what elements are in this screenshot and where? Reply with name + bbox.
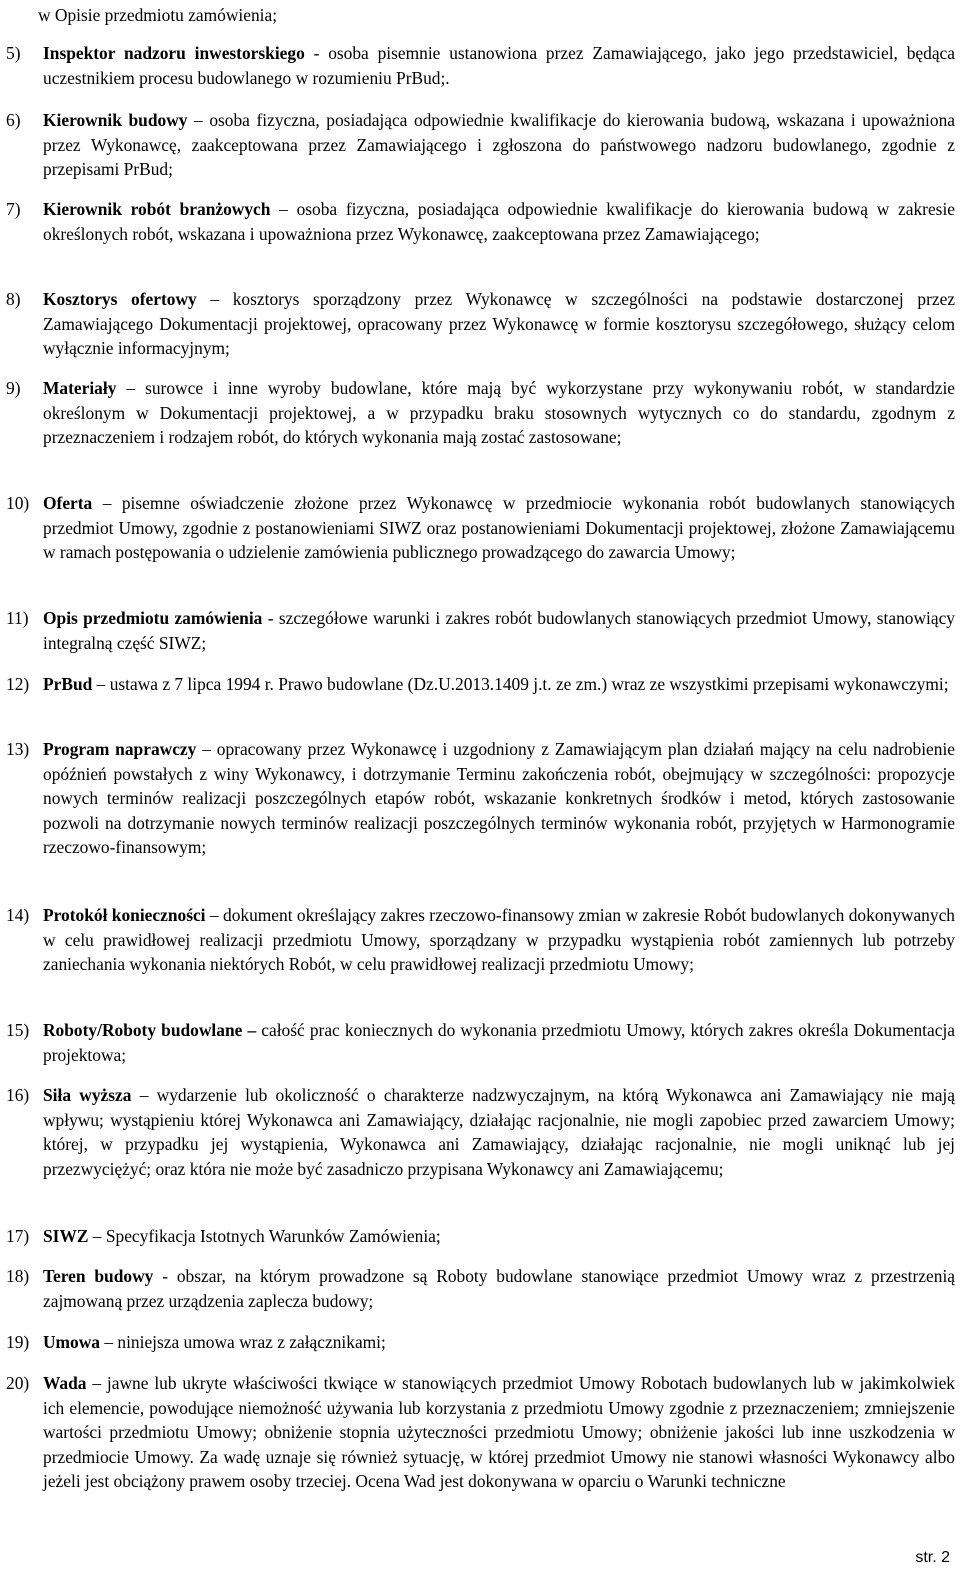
item-number: 10) xyxy=(6,493,30,513)
item-number: 14) xyxy=(6,905,30,925)
item-term: Teren budowy xyxy=(43,1266,154,1286)
item-number: 5) xyxy=(6,43,21,63)
item-term: SIWZ xyxy=(43,1226,89,1246)
definition-item-14 xyxy=(0,903,955,977)
item-term: Opis przedmiotu zamówienia xyxy=(43,608,263,628)
definition-item-16 xyxy=(0,1083,955,1181)
item-definition: – pisemne oświadczenie złożone przez Wykonawcę w przedmiocie wykonania robót budowlanych stanowiących przedmiot Umowy, zgodnie z postanowieniami SIWZ oraz postanowieniami Dokumentacji projektowej, złożone Zamawiającemu w ramach postępowania o udzielenie zamówienia publicznego prowadzącego do zawarcia Umowy; xyxy=(43,493,955,563)
definition-item-10 xyxy=(0,491,955,565)
item-term: Umowa xyxy=(43,1332,100,1352)
item-term: Oferta xyxy=(43,493,93,513)
item-number: 13) xyxy=(6,739,30,759)
item-body xyxy=(43,1371,955,1494)
item-body xyxy=(43,1264,955,1313)
definition-item-17 xyxy=(0,1224,955,1249)
item-term: Protokół konieczności xyxy=(43,905,206,925)
item-term: Siła wyższa xyxy=(43,1085,132,1105)
item-body xyxy=(43,1083,955,1181)
item-definition: - obszar, na którym prowadzone są Roboty budowlane stanowiące przedmiot Umowy wraz z przestrzenią zajmowaną przez urządzenia zaplecza budowy; xyxy=(43,1266,955,1311)
definition-item-8 xyxy=(0,287,955,361)
definition-item-12 xyxy=(0,672,955,697)
item-term: PrBud xyxy=(43,674,93,694)
item-number: 9) xyxy=(6,378,21,398)
item-definition: – dokument określający zakres rzeczowo-finansowy zmian w zakresie Robót budowlanych dokonywanych w celu prawidłowej realizacji przedmiotu Umowy, sporządzany w przypadku wystąpienia robót zamiennych lub potrzeby zaniechania wykonania niektórych Robót, w celu prawidłowej realizacji przedmiotu Umowy; xyxy=(43,905,955,975)
item-definition: – surowce i inne wyroby budowlane, które mają być wykorzystane przy wykonywaniu robót, w standardzie określonym w Dokumentacji projektowej, a w przypadku braku stosownych wytycznych co do standardu, zgodnym z przeznaczeniem i rodzajem robót, do których wykonania mają zostać zastosowane; xyxy=(43,378,955,448)
page-number: str. 2 xyxy=(915,1549,950,1567)
item-body xyxy=(43,1224,955,1249)
definition-item-11 xyxy=(0,606,955,655)
item-body xyxy=(43,1330,955,1355)
item-definition: całość prac koniecznych do wykonania przedmiotu Umowy, których zakres określa Dokumentacja projektowa; xyxy=(43,1020,955,1065)
item-definition: – wydarzenie lub okoliczność o charakterze nadzwyczajnym, na którą Wykonawca ani Zamawiający nie mają wpływu; wystąpieniu której Wykonawca ani Zamawiający, działając racjonalnie, nie mogli zapobiec przed zawarciem Umowy; której, w przypadku jej wystąpienia, Wykonawca ani Zamawiający, działając racjonalnie, nie mogli uniknąć lub jej przezwyciężyć; oraz która nie może być zasadniczo przypisana Wykonawcy ani Zamawiającemu; xyxy=(43,1085,955,1179)
definition-item-6 xyxy=(0,108,955,182)
definition-item-5 xyxy=(0,41,955,90)
definition-item-7 xyxy=(0,197,955,246)
item-number: 6) xyxy=(6,110,21,130)
item-number: 8) xyxy=(6,289,21,309)
item-definition: – opracowany przez Wykonawcę i uzgodniony z Zamawiającym plan działań mający na celu nadrobienie opóźnień powstałych z winy Wykonawcy, i dotrzymanie Terminu zakończenia robót, obejmujący w szczególności: propozycje nowych terminów realizacji poszczególnych etapów robót, wskazanie konkretnych środków i metod, których zastosowanie pozwoli na dotrzymanie nowych terminów realizacji poszczególnych terminów wykonania robót, przyjętych w Harmonogramie rzeczowo-finansowym; xyxy=(43,739,956,858)
item-term: Program naprawczy xyxy=(43,739,197,759)
item-body xyxy=(43,672,955,697)
definition-item-9 xyxy=(0,376,955,450)
item-body xyxy=(43,376,955,450)
item-body xyxy=(43,197,955,246)
item-term: Inspektor nadzoru inwestorskiego xyxy=(43,43,305,63)
item-body xyxy=(43,287,955,361)
item-definition: – osoba fizyczna, posiadająca odpowiednie kwalifikacje do kierowania budową, wskazana i upoważniona przez Wykonawcę, zaakceptowana przez Zamawiającego i zgłoszona do państwowego nadzoru budowlanego, zgodnie z przepisami PrBud; xyxy=(43,110,955,180)
item-term: Kierownik budowy xyxy=(43,110,188,130)
item-body xyxy=(43,108,955,182)
item-number: 15) xyxy=(6,1020,30,1040)
definition-item-19 xyxy=(0,1330,955,1355)
item-definition: – niniejsza umowa wraz z załącznikami; xyxy=(100,1332,386,1352)
item-number: 7) xyxy=(6,199,21,219)
definition-item-15 xyxy=(0,1018,955,1067)
item-body xyxy=(43,1018,955,1067)
item-definition: – osoba fizyczna, posiadająca odpowiednie kwalifikacje do kierowania budową w zakresie określonych robót, wskazana i upoważniona przez Wykonawcę, zaakceptowana przez Zamawiającego; xyxy=(43,199,955,244)
item-number: 16) xyxy=(6,1085,30,1105)
item-definition: – ustawa z 7 lipca 1994 r. Prawo budowlane (Dz.U.2013.1409 j.t. ze zm.) wraz ze wszystkimi przepisami wykonawczymi; xyxy=(92,674,949,694)
item-body xyxy=(43,606,955,655)
item-definition: – kosztorys sporządzony przez Wykonawcę w szczególności na podstawie dostarczonej przez Zamawiającego Dokumentacji projektowej, opracowany przez Wykonawcę w formie kosztorysu szczegółowego, służący celom wyłącznie informacyjnym; xyxy=(43,289,956,359)
item-number: 18) xyxy=(6,1266,30,1286)
item-definition: - szczegółowe warunki i zakres robót budowlanych stanowiących przedmiot Umowy, stanowiący integralną część SIWZ; xyxy=(43,608,955,653)
item-definition: - osoba pisemnie ustanowiona przez Zamawiającego, jako jego przedstawiciel, będąca uczestnikiem procesu budowlanego w rozumieniu PrBud;. xyxy=(43,43,955,88)
definition-item-18 xyxy=(0,1264,955,1313)
item-body xyxy=(43,41,955,90)
item-body xyxy=(43,737,955,860)
item-body xyxy=(43,491,955,565)
definition-item-20 xyxy=(0,1371,955,1494)
item-number: 17) xyxy=(6,1226,30,1246)
item-definition: – jawne lub ukryte właściwości tkwiące w stanowiących przedmiot Umowy Robotach budowlanych lub w jakimkolwiek ich elemencie, powodujące niemożność używania lub korzystania z przedmiotu Umowy zgodnie z przeznaczeniem; zmniejszenie wartości przedmiotu Umowy; obniżenie stopnia użyteczności przedmiotu Umowy; obniżenie jakości lub inne uszkodzenia w przedmiocie Umowy. Za wadę uznaje się również sytuację, w której przedmiot Umowy nie stanowi własności Wykonawcy albo jeżeli jest obciążony prawem osoby trzeciej. Ocena Wad jest dokonywana w oparciu o Warunki techniczne xyxy=(43,1373,955,1492)
item-definition: – Specyfikacja Istotnych Warunków Zamówienia; xyxy=(88,1226,441,1246)
item-number: 19) xyxy=(6,1332,30,1352)
item-term: Kierownik robót branżowych xyxy=(43,199,271,219)
item-term: Wada xyxy=(43,1373,87,1393)
item-number: 12) xyxy=(6,674,30,694)
item-term: Roboty/Roboty budowlane – xyxy=(43,1020,257,1040)
intro-text: w Opisie przedmiotu zamówienia; xyxy=(38,5,278,25)
item-number: 11) xyxy=(6,608,29,628)
item-term: Kosztorys ofertowy xyxy=(43,289,197,309)
item-number: 20) xyxy=(6,1373,30,1393)
item-body xyxy=(43,903,955,977)
item-term: Materiały xyxy=(43,378,117,398)
definition-item-13 xyxy=(0,737,955,860)
